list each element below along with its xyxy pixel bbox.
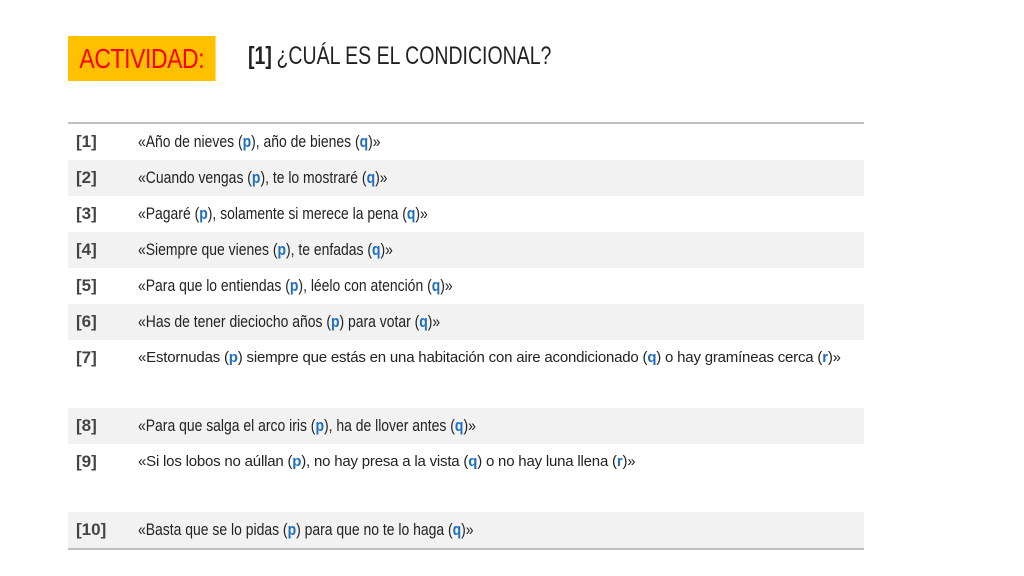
- row-number: [1]: [76, 132, 97, 151]
- sentence-fragment: ) o no hay luna llena (: [477, 453, 617, 470]
- sentence-cell: [138, 408, 864, 444]
- sentence-cell: [138, 304, 864, 340]
- sentence-fragment: ) o hay gramíneas cerca (: [656, 349, 823, 366]
- variable-q: q: [366, 168, 376, 187]
- variable-p: p: [315, 416, 324, 435]
- table-row: [68, 232, 864, 268]
- variable-q: q: [431, 276, 441, 295]
- variable-p: p: [287, 520, 297, 539]
- sentence-cell: [138, 444, 864, 512]
- sentence-cell: [138, 160, 864, 196]
- row-number: [3]: [76, 204, 97, 223]
- variable-q: q: [454, 416, 464, 435]
- table-row: [68, 196, 864, 232]
- sentence-fragment: )»: [368, 132, 381, 151]
- row-number: [8]: [68, 408, 138, 444]
- row-number: [2]: [68, 160, 138, 196]
- sentence-fragment: «Para que salga el arco iris (: [138, 416, 316, 435]
- sentence-fragment: ), ha de llover antes (: [323, 416, 455, 435]
- sentence-fragment: )»: [827, 349, 841, 366]
- title-text: ¿CUÁL ES EL CONDICIONAL?: [276, 42, 552, 70]
- sentence-fragment: ), te enfadas (: [285, 240, 373, 259]
- sentence-fragment: «Has de tener dieciocho años (: [138, 312, 331, 331]
- sentence-cell: [138, 123, 864, 160]
- sentence-fragment: «Año de nieves (: [138, 132, 243, 151]
- sentence-fragment: ), no hay presa a la vista (: [301, 453, 469, 470]
- sentence-fragment: )»: [380, 240, 393, 259]
- sentence-fragment: )»: [427, 312, 441, 331]
- title-number: [1]: [248, 42, 272, 70]
- sentence-fragment: «Cuando vengas (: [138, 168, 252, 187]
- sentences-table: [68, 122, 864, 550]
- row-number: [6]: [68, 304, 138, 340]
- sentence-fragment: )»: [440, 276, 453, 295]
- table-row: [68, 268, 864, 304]
- variable-r: r: [822, 349, 828, 366]
- variable-q: q: [406, 204, 416, 223]
- variable-q: q: [372, 240, 381, 259]
- row-number: [7]: [76, 348, 97, 367]
- variable-q: q: [452, 520, 462, 539]
- sentence-fragment: )»: [461, 520, 474, 539]
- sentence-fragment: «Para que lo entiendas (: [138, 276, 290, 295]
- page-title: [248, 42, 551, 71]
- variable-q: q: [359, 132, 369, 151]
- variable-p: p: [330, 312, 340, 331]
- table-row: [68, 512, 864, 549]
- sentence-fragment: )»: [463, 416, 476, 435]
- table-row: [68, 340, 864, 408]
- sentence-cell: [138, 512, 864, 549]
- variable-q: q: [647, 349, 657, 366]
- table-row: [68, 444, 864, 512]
- variable-p: p: [228, 349, 238, 366]
- table-row: [68, 123, 864, 160]
- sentence-fragment: )»: [375, 168, 388, 187]
- sentence-cell: [138, 232, 864, 268]
- sentence-fragment: «Estornudas (: [138, 349, 229, 366]
- sentence-fragment: «Si los lobos no aúllan (: [138, 453, 293, 470]
- row-number: [9]: [76, 452, 97, 471]
- variable-p: p: [289, 276, 299, 295]
- sentence-cell: [138, 196, 864, 232]
- activity-badge: ACTIVIDAD:: [68, 36, 216, 81]
- sentence-fragment: ) para votar (: [339, 312, 420, 331]
- sentence-fragment: )»: [622, 453, 636, 470]
- row-number: [4]: [68, 232, 138, 268]
- sentence-fragment: ), solamente si merece la pena (: [207, 204, 407, 223]
- sentence-fragment: «Basta que se lo pidas (: [138, 520, 288, 539]
- variable-q: q: [419, 312, 428, 331]
- sentence-fragment: «Siempre que vienes (: [138, 240, 278, 259]
- table-row: [68, 408, 864, 444]
- row-number: [5]: [76, 276, 97, 295]
- sentence-fragment: «Pagaré (: [138, 204, 200, 223]
- table-row: [68, 160, 864, 196]
- sentence-fragment: ), año de bienes (: [251, 132, 360, 151]
- table-row: [68, 304, 864, 340]
- variable-p: p: [242, 132, 252, 151]
- sentence-fragment: ), te lo mostraré (: [260, 168, 367, 187]
- variable-p: p: [292, 453, 302, 470]
- sentence-fragment: ) para que no te lo haga (: [296, 520, 453, 539]
- sentence-cell: [138, 268, 864, 304]
- row-number: [10]: [68, 512, 138, 549]
- variable-p: p: [199, 204, 208, 223]
- sentence-fragment: ), léelo con atención (: [298, 276, 432, 295]
- sentence-cell: [138, 340, 864, 408]
- variable-p: p: [251, 168, 261, 187]
- variable-p: p: [277, 240, 286, 259]
- sentence-fragment: )»: [415, 204, 428, 223]
- sentence-fragment: ) siempre que estás en una habitación con aire acondicionado (: [237, 349, 648, 366]
- variable-r: r: [616, 453, 623, 470]
- variable-q: q: [468, 453, 478, 470]
